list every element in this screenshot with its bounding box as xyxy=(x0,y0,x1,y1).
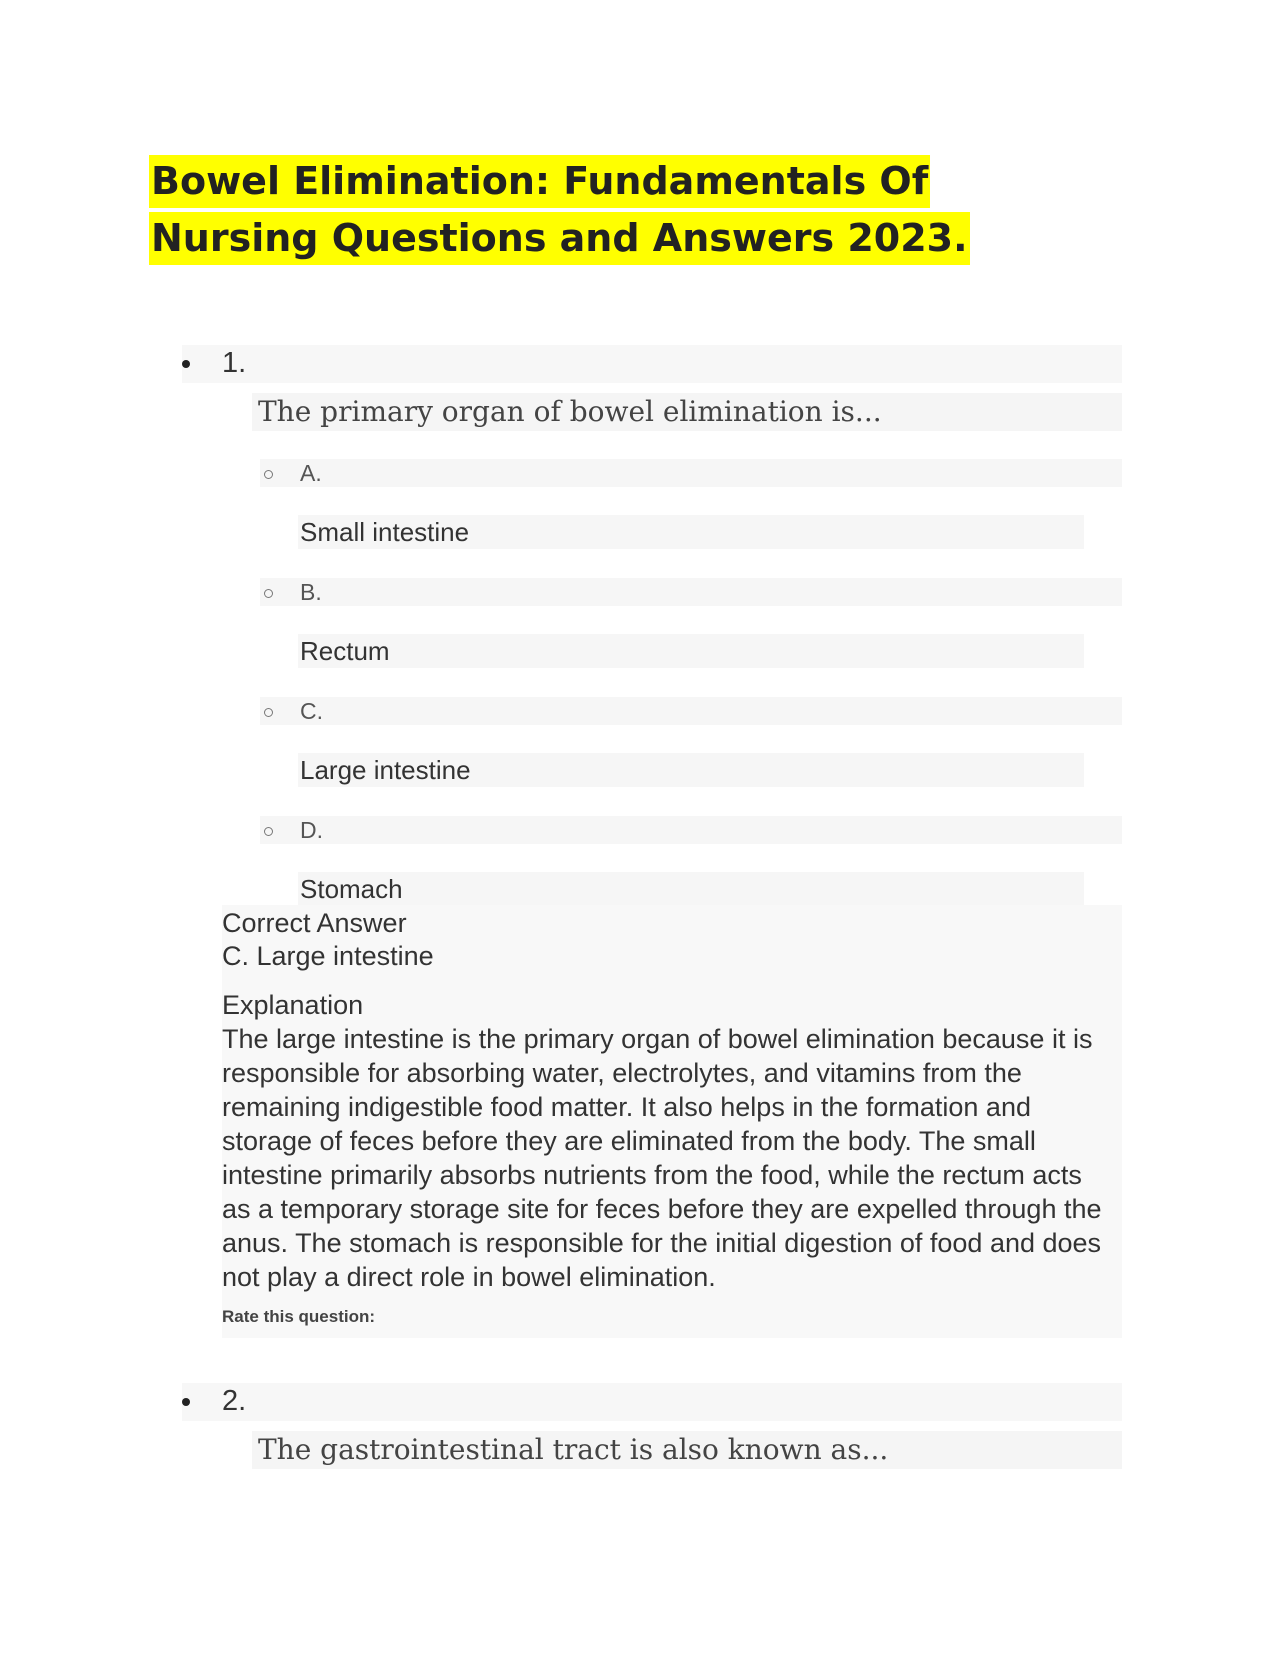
circle-bullet-icon xyxy=(264,589,273,598)
option-text: Large intestine xyxy=(300,755,471,785)
option-a[interactable] xyxy=(260,459,1122,578)
question-text-box xyxy=(252,393,1122,431)
option-letter: B. xyxy=(300,579,322,605)
question-number: 2. xyxy=(222,1385,247,1417)
question-text: The gastrointestinal tract is also known as... xyxy=(258,1433,889,1466)
question-number: 1. xyxy=(222,347,247,379)
option-letter: A. xyxy=(300,460,322,486)
option-text: Rectum xyxy=(300,636,390,666)
question-text: The primary organ of bowel elimination is... xyxy=(258,395,882,428)
option-header xyxy=(260,697,1122,725)
option-text-box xyxy=(298,634,1084,668)
answer-panel xyxy=(222,905,1122,1338)
question-item xyxy=(182,1383,1122,1469)
page-title-text: Bowel Elimination: Fundamentals Of Nursing Questions and Answers 2023. xyxy=(149,155,970,265)
option-text: Small intestine xyxy=(300,517,470,547)
question-text-box xyxy=(252,1431,1122,1469)
question-header xyxy=(182,345,1122,383)
bullet-icon xyxy=(182,360,190,368)
option-header xyxy=(260,578,1122,606)
circle-bullet-icon xyxy=(264,470,273,479)
option-text-box xyxy=(298,753,1084,787)
option-b[interactable] xyxy=(260,578,1122,697)
page-title xyxy=(149,153,1049,267)
option-text: Stomach xyxy=(300,874,403,904)
option-c[interactable] xyxy=(260,697,1122,816)
option-text-box xyxy=(298,515,1084,549)
circle-bullet-icon xyxy=(264,827,273,836)
circle-bullet-icon xyxy=(264,708,273,717)
option-header xyxy=(260,816,1122,844)
option-text-box xyxy=(298,872,1084,906)
options-list xyxy=(260,459,1122,935)
option-header xyxy=(260,459,1122,487)
option-letter: D. xyxy=(300,817,323,843)
option-letter: C. xyxy=(300,698,323,724)
question-item xyxy=(182,345,1122,1338)
rate-question-label: Rate this question: xyxy=(222,1307,376,1326)
explanation-text: The large intestine is the primary organ of bowel elimination because it is responsible for absorbing water, electrolytes, and vitamins from the remaining indigestible food matter. It also helps in the formation and storage of feces before they are eliminated from the body. The small intestine primarily absorbs nutrients from the food, while the rectum acts as a temporary storage site for feces before they are expelled through the anus. The stomach is responsible for the initial digestion of food and does not play a direct role in bowel elimination. xyxy=(222,1024,1102,1292)
explanation-label: Explanation xyxy=(222,990,364,1020)
bullet-icon xyxy=(182,1398,190,1406)
question-header xyxy=(182,1383,1122,1421)
correct-answer-label: Correct Answer xyxy=(222,908,407,938)
correct-answer-value: C. Large intestine xyxy=(222,941,434,971)
